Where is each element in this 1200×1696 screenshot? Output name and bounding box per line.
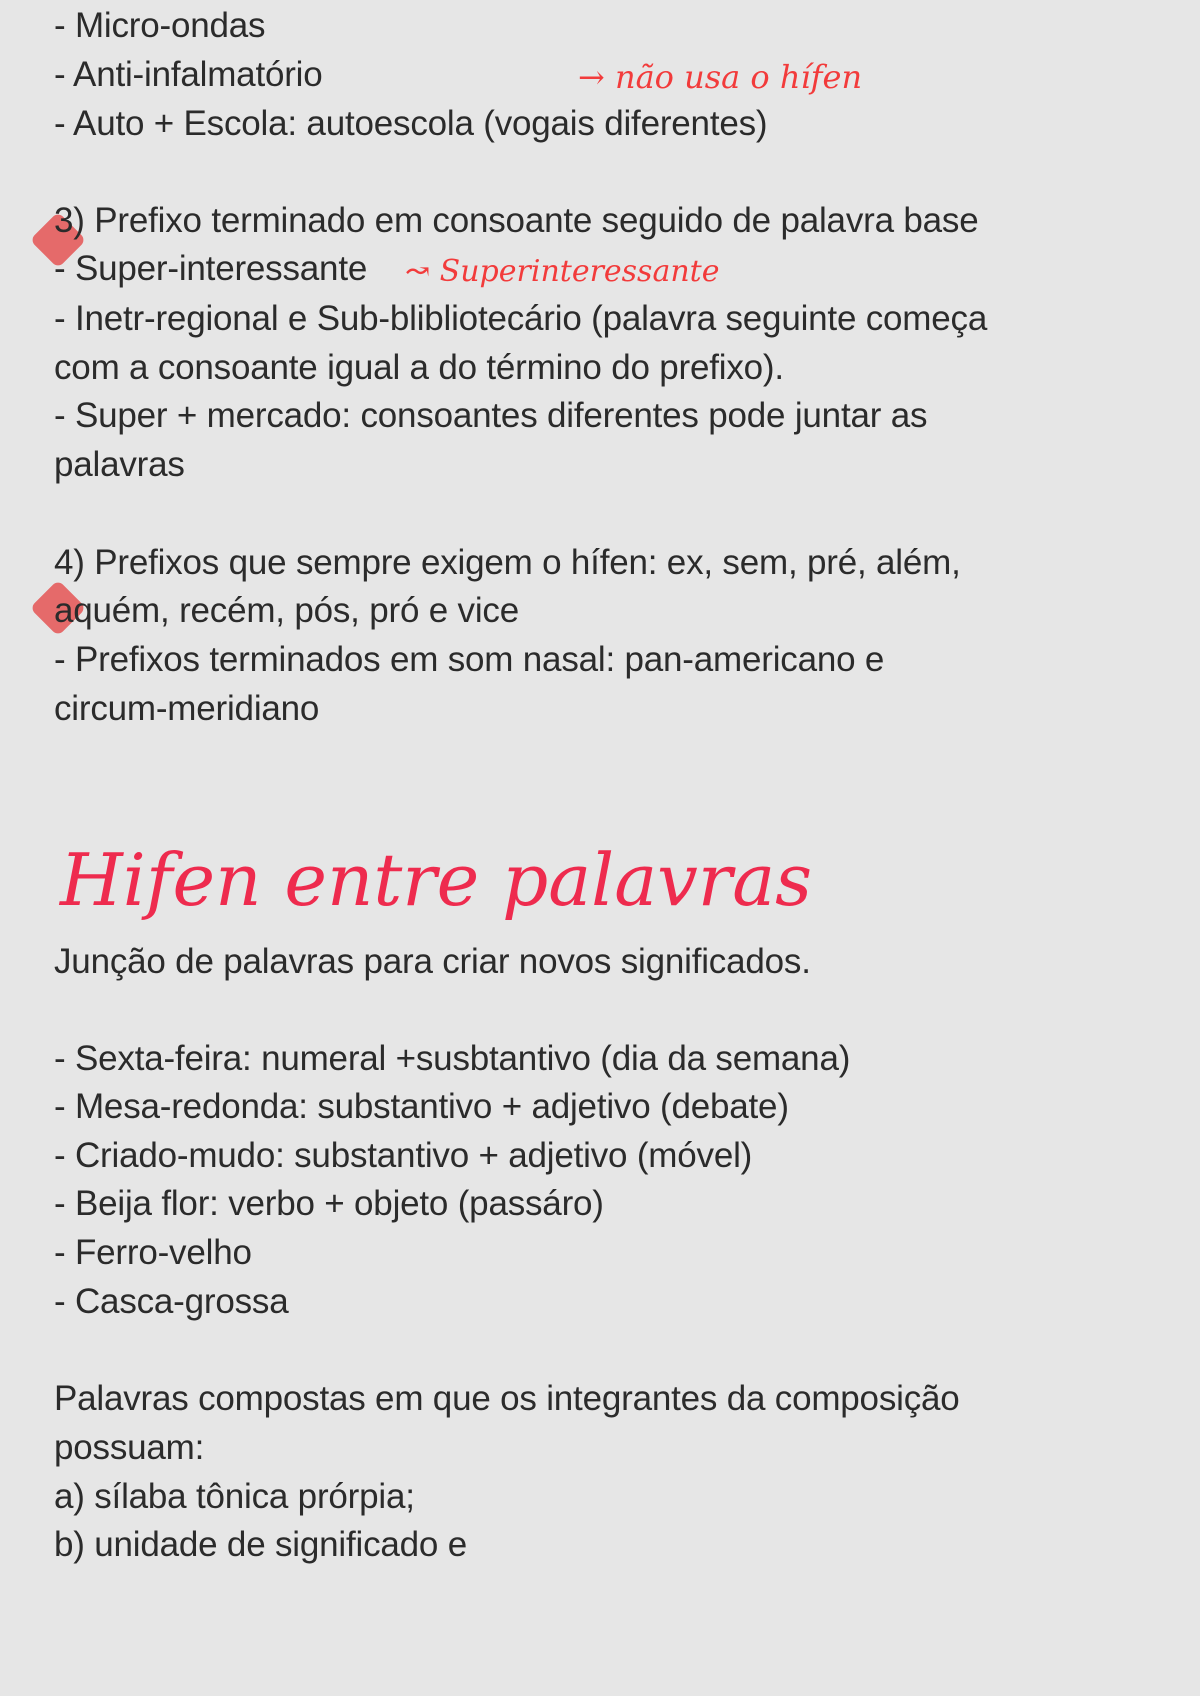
list-item: - Anti-infalmatório — [54, 55, 323, 94]
list-item: - Prefixos terminados em som nasal: pan-americano e — [54, 640, 885, 679]
list-item: b) unidade de significado e — [54, 1525, 467, 1564]
list-item: com a consoante igual a do término do prefixo). — [54, 348, 784, 387]
list-item: aquém, recém, pós, pró e vice — [54, 591, 519, 630]
list-item: - Criado-mudo: substantivo + adjetivo (móvel) — [54, 1136, 753, 1175]
paragraph-line: possuam: — [54, 1428, 205, 1467]
list-item: - Micro-ondas — [54, 6, 266, 45]
list-item: - Ferro-velho — [54, 1233, 252, 1272]
paragraph-line: Palavras compostas em que os integrantes da composição — [54, 1379, 960, 1418]
list-item: - Inetr-regional e Sub-blibliotecário (palavra seguinte começa — [54, 299, 988, 338]
intro-text: Junção de palavras para criar novos significados. — [54, 942, 811, 981]
list-item: - Beija flor: verbo + objeto (passáro) — [54, 1184, 604, 1223]
list-item: - Mesa-redonda: substantivo + adjetivo (debate) — [54, 1087, 789, 1126]
rule-4-title: 4) Prefixos que sempre exigem o hífen: ex, sem, pré, além, — [54, 543, 961, 582]
list-item: - Auto + Escola: autoescola (vogais diferentes) — [54, 104, 768, 143]
list-item: - Super + mercado: consoantes diferentes pode juntar as — [54, 396, 928, 435]
handwritten-note: → não usa o hífen — [578, 58, 863, 96]
list-item: - Sexta-feira: numeral +susbtantivo (dia da semana) — [54, 1039, 851, 1078]
rule-3-title: 3) Prefixo terminado em consoante seguido de palavra base — [54, 201, 979, 240]
section-heading: Hifen entre palavras — [60, 838, 813, 922]
list-item: - Super-interessante — [54, 249, 368, 288]
list-item: a) sílaba tônica prórpia; — [54, 1477, 415, 1516]
handwritten-note: ↝ Superinteressante — [405, 254, 720, 289]
list-item: palavras — [54, 445, 185, 484]
list-item: circum-meridiano — [54, 689, 320, 728]
list-item: - Casca-grossa — [54, 1282, 289, 1321]
